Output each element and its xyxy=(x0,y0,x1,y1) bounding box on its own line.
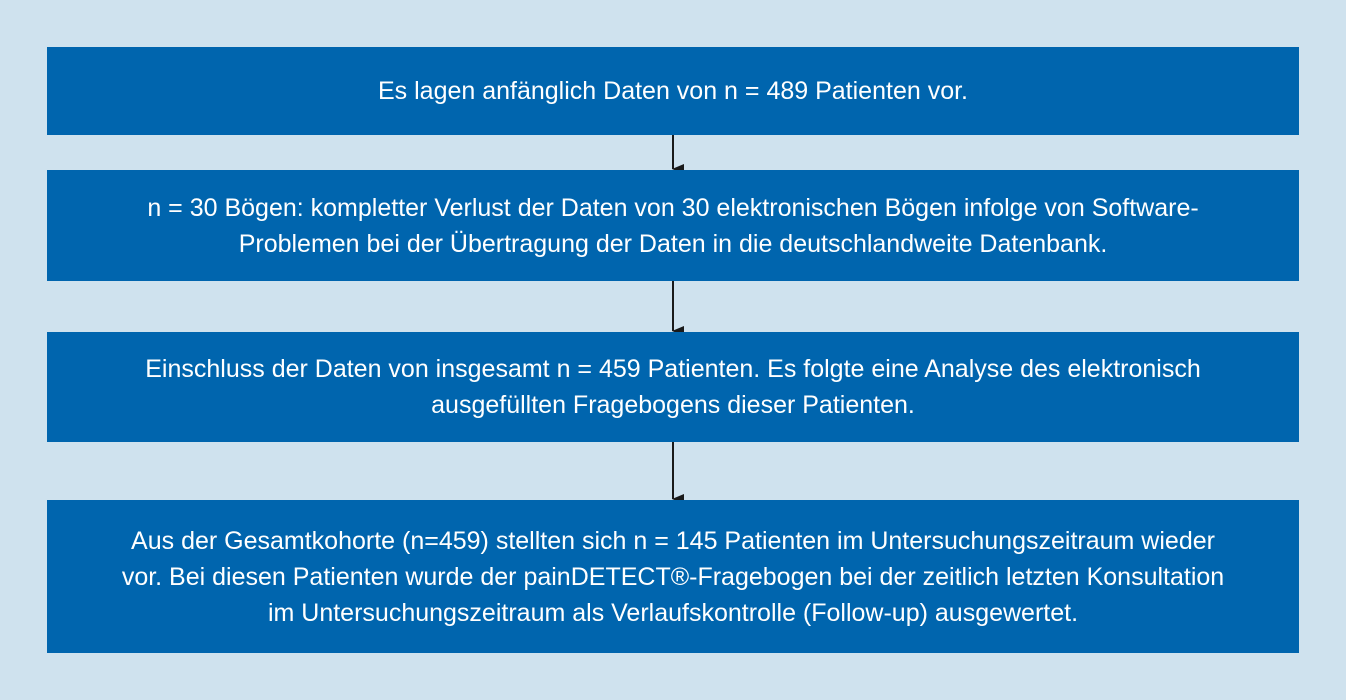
flow-step-initial-data xyxy=(47,47,1299,135)
flow-step-follow-up xyxy=(47,500,1299,653)
step-2-line-2: Problemen bei der Übertragung der Daten in die deutschlandweite Datenbank. xyxy=(238,229,1108,258)
step-2-line-1: n = 30 Bögen: kompletter Verlust der Daten von 30 elektronischen Bögen infolge von Software- xyxy=(147,193,1199,222)
step-1-line-1: Es lagen anfänglich Daten von n = 489 Patienten vor. xyxy=(377,77,968,105)
step-4-line-2: vor. Bei diesen Patienten wurde der painDETECT®-Fragebogen bei der zeitlich letzten Konsultation xyxy=(121,562,1225,591)
flow-step-inclusion xyxy=(47,332,1299,442)
step-3-line-2: ausgefüllten Fragebogens dieser Patienten. xyxy=(431,391,915,419)
flow-step-data-loss xyxy=(47,170,1299,281)
step-4-line-1: Aus der Gesamtkohorte (n=459) stellten sich n = 145 Patienten im Untersuchungszeitraum wieder xyxy=(131,526,1215,555)
step-3-line-1: Einschluss der Daten von insgesamt n = 459 Patienten. Es folgte eine Analyse des elektronisch xyxy=(145,355,1201,383)
step-4-line-3: im Untersuchungszeitraum als Verlaufskontrolle (Follow-up) ausgewertet. xyxy=(267,598,1079,627)
